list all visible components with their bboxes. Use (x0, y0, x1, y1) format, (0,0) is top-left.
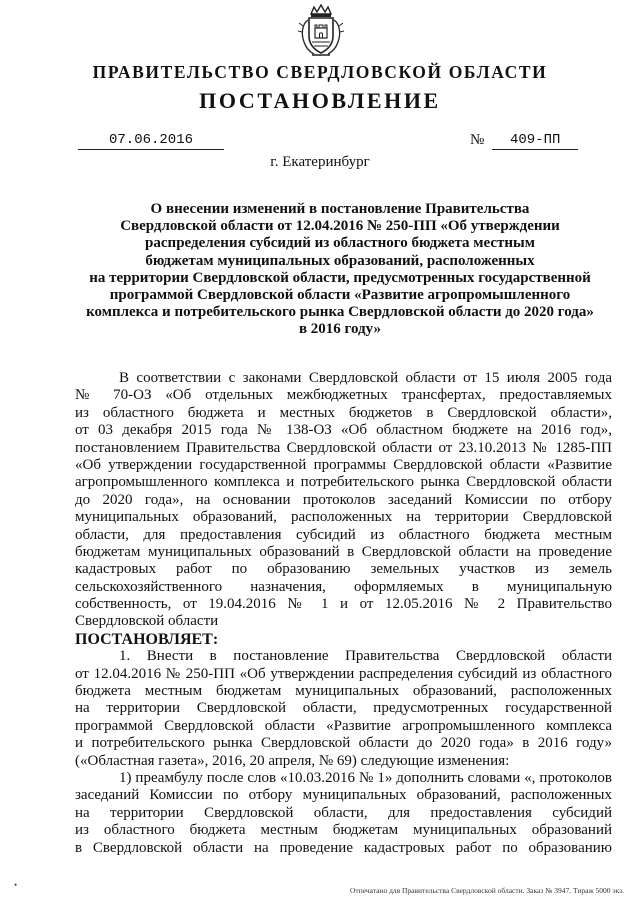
body-line: и потребительского рынка Свердловской области до 2020 года» в 2016 году» (75, 735, 612, 752)
body-line: на территории Свердловской области, для предоставления субсидий (75, 804, 612, 821)
organization-name: ПРАВИТЕЛЬСТВО СВЕРДЛОВСКОЙ ОБЛАСТИ (92, 62, 548, 82)
number-sign: № (470, 132, 485, 148)
title-line: О внесении изменений в постановление Правительства (150, 201, 530, 217)
title-line: на территории Свердловской области, предусмотренных государственной (89, 269, 591, 286)
body-line: кадастровых работ по образованию земельных участков из земель (75, 561, 612, 578)
body-line: программой Свердловской области «Развитие агропромышленного комплекса (75, 717, 612, 734)
body-line: 1. Внести в постановление Правительства Свердловской области (119, 648, 612, 665)
body-line: от 03 декабря 2015 года № 138-ОЗ «Об областном бюджете на 2016 год», (75, 422, 612, 439)
title-line: распределения субсидий из областного бюджета местным (145, 235, 535, 252)
body-line: «Об утверждении государственной программы Свердловской области «Развитие (75, 456, 612, 473)
body-line: бюджетам муниципальных образований в Свердловской области на проведение (75, 543, 612, 560)
body-line: из областного бюджета местным бюджетам муниципальных образований (75, 822, 612, 839)
title-line: в 2016 году» (298, 321, 382, 338)
body-line: на территории Свердловской области, предусмотренных государственной (75, 700, 612, 717)
document-type: ПОСТАНОВЛЕНИЕ (199, 88, 441, 113)
document-date: 07.06.2016 (78, 132, 224, 150)
body-line: 1) преамбулу после слов «10.03.2016 № 1» дополнить словами «, протоколов (119, 769, 612, 786)
body-line: в Свердловской области на проведение кадастровых работ по образованию (75, 839, 612, 856)
body-line: («Областная газета», 2016, 20 апреля, № 69) следующие изменения: (75, 752, 510, 769)
body-line: агропромышленного комплекса и потребительского рынка Свердловской области (75, 474, 612, 491)
body-line: от 12.04.2016 № 250-ПП «Об утверждении распределения субсидий из областного (75, 665, 612, 682)
document-title (60, 201, 620, 339)
title-line: программой Свердловской области «Развитие агропромышленного (109, 287, 571, 304)
body-line: из областного бюджета и местных бюджетов в Свердловской области», (75, 404, 612, 421)
document-body (75, 370, 612, 857)
print-note: Отпечатано для Правительства Свердловской области. Заказ № 3947. Тираж 5000 экз. (350, 886, 624, 895)
body-line: до 2020 года», на основании протоколов заседаний Комиссии по отбору (75, 491, 612, 508)
body-line: собственность, от 19.04.2016 № 1 и от 12.05.2016 № 2 Правительство (75, 596, 612, 613)
body-line: постановлением Правительства Свердловской области от 23.10.2013 № 1285-ПП (75, 439, 612, 456)
body-line: заседаний Комиссии по отбору муниципальных образований, расположенных (75, 787, 612, 804)
corner-mark: • (14, 880, 18, 890)
document-number: 409-ПП (492, 132, 578, 150)
title-line: комплекса и потребительского рынка Свердловской области до 2020 года» (86, 304, 594, 321)
decree-keyword: ПОСТАНОВЛЯЕТ: (75, 630, 219, 648)
body-line: В соответствии с законами Свердловской области от 15 июля 2005 года (119, 370, 612, 386)
document-city: г. Екатеринбург (270, 154, 370, 170)
sverdlovsk-coat-of-arms-icon (298, 4, 344, 56)
body-line: сельскохозяйственного назначения, оформляемых в муниципальную (75, 578, 612, 595)
body-line: бюджета местным бюджетам муниципальных образований, расположенных (75, 683, 612, 700)
title-line: бюджетам муниципальных образований, расположенных (145, 252, 535, 269)
body-line: муниципальных образований, расположенных на территории Свердловской (75, 509, 612, 526)
body-line: области, для предоставления субсидий из областного бюджета местным (75, 526, 612, 543)
body-line: № 70-ОЗ «Об отдельных межбюджетных трансфертах, предоставляемых (75, 387, 612, 404)
body-line: Свердловской области (75, 613, 219, 630)
title-line: Свердловской области от 12.04.2016 № 250-ПП «Об утверждении (120, 218, 560, 235)
